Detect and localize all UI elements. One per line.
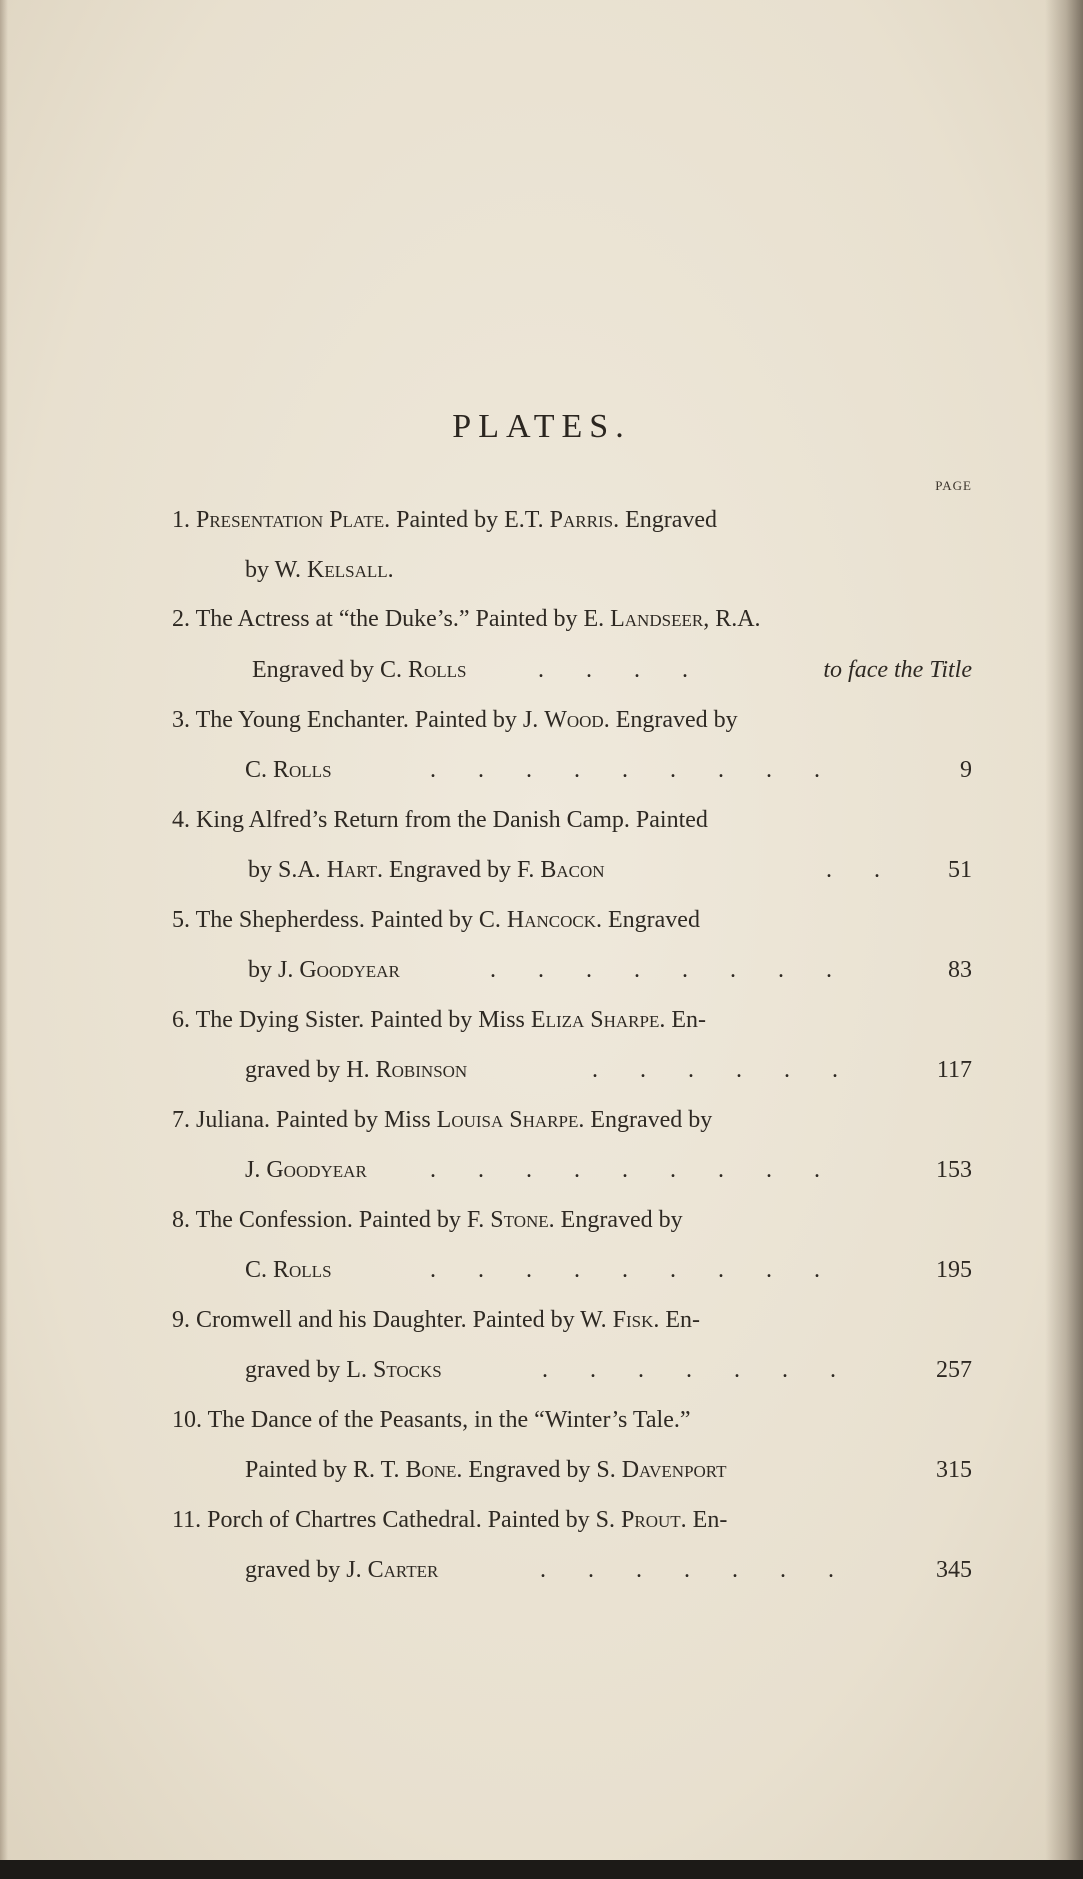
- leader-dot: .: [540, 1557, 546, 1583]
- leader-dot: .: [590, 1357, 596, 1383]
- plate-entry-5-page: 83: [948, 957, 972, 983]
- leader-dot: .: [634, 657, 640, 683]
- leader-dots: [430, 1157, 862, 1184]
- plate-entry-4-line-2: by S.A. Hart. Engraved by F. Bacon: [248, 857, 605, 883]
- plate-entry-11-line-2: graved by J. Carter: [245, 1557, 439, 1583]
- leader-dot: .: [574, 757, 580, 783]
- leader-dot: .: [874, 857, 880, 883]
- plate-entry-7-line-2: J. Goodyear: [245, 1157, 367, 1183]
- plate-entry-2-page: to face the Title: [823, 657, 972, 683]
- leader-dot: .: [490, 957, 496, 983]
- leader-dot: .: [784, 1057, 790, 1083]
- leader-dot: .: [478, 1257, 484, 1283]
- leader-dot: .: [586, 957, 592, 983]
- plate-entry-11-line-1: 11. Porch of Chartres Cathedral. Painted by S. Prout. En-: [172, 1507, 728, 1533]
- plate-entry-4-page: 51: [948, 857, 972, 883]
- plate-entry-1-line-2: by W. Kelsall.: [245, 557, 394, 583]
- leader-dot: .: [814, 1157, 820, 1183]
- leader-dot: .: [766, 1257, 772, 1283]
- leader-dot: .: [574, 1157, 580, 1183]
- plate-entry-9-page: 257: [936, 1357, 972, 1383]
- leader-dot: .: [766, 757, 772, 783]
- leader-dot: .: [430, 1157, 436, 1183]
- plate-entry-3-page: 9: [960, 757, 972, 783]
- leader-dot: .: [538, 657, 544, 683]
- leader-dot: .: [586, 657, 592, 683]
- leader-dot: .: [814, 757, 820, 783]
- leader-dot: .: [766, 1157, 772, 1183]
- plate-entry-6-page: 117: [936, 1057, 972, 1083]
- leader-dot: .: [814, 1257, 820, 1283]
- plate-entry-11-page: 345: [936, 1557, 972, 1583]
- plate-entry-6-line-1: 6. The Dying Sister. Painted by Miss Eliza Sharpe. En-: [172, 1007, 707, 1033]
- leader-dot: .: [478, 1157, 484, 1183]
- plate-entry-5-line-1: 5. The Shepherdess. Painted by C. Hancock. Engraved: [172, 907, 700, 933]
- leader-dot: .: [718, 757, 724, 783]
- leader-dots: [538, 657, 738, 684]
- leader-dot: .: [686, 1357, 692, 1383]
- plate-entry-10-page: 315: [936, 1457, 972, 1483]
- leader-dot: .: [670, 757, 676, 783]
- leader-dot: .: [636, 1557, 642, 1583]
- page-left-edge: [0, 0, 8, 1860]
- leader-dot: .: [780, 1557, 786, 1583]
- leader-dot: .: [782, 1357, 788, 1383]
- leader-dot: .: [622, 1157, 628, 1183]
- leader-dot: .: [684, 1557, 690, 1583]
- leader-dot: .: [670, 1157, 676, 1183]
- leader-dot: .: [478, 757, 484, 783]
- leader-dot: .: [640, 1057, 646, 1083]
- leader-dot: .: [830, 1357, 836, 1383]
- leader-dot: .: [718, 1257, 724, 1283]
- leader-dot: .: [588, 1557, 594, 1583]
- leader-dot: .: [828, 1557, 834, 1583]
- leader-dot: .: [638, 1357, 644, 1383]
- leader-dot: .: [622, 1257, 628, 1283]
- leader-dot: .: [688, 1057, 694, 1083]
- plate-entry-3-line-2: C. Rolls: [245, 757, 332, 783]
- plate-entry-6-line-2: graved by H. Robinson: [245, 1057, 468, 1083]
- leader-dot: .: [826, 857, 832, 883]
- plate-entry-9-line-1: 9. Cromwell and his Daughter. Painted by W. Fisk. En-: [172, 1307, 701, 1333]
- leader-dot: .: [542, 1357, 548, 1383]
- plate-entry-5-line-2: by J. Goodyear: [248, 957, 400, 983]
- plate-entry-4-line-1: 4. King Alfred’s Return from the Danish Camp. Painted: [172, 807, 708, 833]
- leader-dots: [490, 957, 874, 984]
- plate-entry-3-line-1: 3. The Young Enchanter. Painted by J. Wood. Engraved by: [172, 707, 738, 733]
- leader-dot: .: [622, 757, 628, 783]
- leader-dot: .: [736, 1057, 742, 1083]
- plate-entry-8-page: 195: [936, 1257, 972, 1283]
- plate-entry-2-line-2: Engraved by C. Rolls: [252, 657, 467, 683]
- leader-dot: .: [592, 1057, 598, 1083]
- leader-dot: .: [526, 1257, 532, 1283]
- page-column-label: PAGE: [935, 478, 972, 493]
- leader-dot: .: [832, 1057, 838, 1083]
- leader-dot: .: [718, 1157, 724, 1183]
- leader-dot: .: [430, 757, 436, 783]
- plate-entry-10-line-2: Painted by R. T. Bone. Engraved by S. Davenport: [245, 1457, 727, 1483]
- leader-dot: .: [526, 1157, 532, 1183]
- leader-dots: [430, 757, 862, 784]
- leader-dot: .: [778, 957, 784, 983]
- leader-dots: [540, 1557, 876, 1584]
- leader-dot: .: [730, 957, 736, 983]
- page-bottom-edge: [0, 1860, 1083, 1879]
- leader-dots: [592, 1057, 880, 1084]
- plate-entry-2-line-1: 2. The Actress at “the Duke’s.” Painted by E. Landseer, R.A.: [172, 606, 761, 632]
- spine-shadow: [1045, 0, 1083, 1860]
- leader-dot: .: [526, 757, 532, 783]
- leader-dot: .: [634, 957, 640, 983]
- leader-dots: [542, 1357, 878, 1384]
- plate-entry-9-line-2: graved by L. Stocks: [245, 1357, 442, 1383]
- leader-dots: [430, 1257, 862, 1284]
- leader-dot: .: [574, 1257, 580, 1283]
- plate-entry-7-line-1: 7. Juliana. Painted by Miss Louisa Sharpe. Engraved by: [172, 1107, 713, 1133]
- leader-dot: .: [670, 1257, 676, 1283]
- leader-dot: .: [682, 957, 688, 983]
- leader-dot: .: [734, 1357, 740, 1383]
- plate-entry-7-page: 153: [936, 1157, 972, 1183]
- page-title: PLATES.: [452, 408, 631, 445]
- plate-entry-8-line-1: 8. The Confession. Painted by F. Stone. Engraved by: [172, 1207, 683, 1233]
- leader-dot: .: [732, 1557, 738, 1583]
- plate-entry-1-line-1: 1. Presentation Plate. Painted by E.T. Parris. Engraved: [172, 507, 718, 533]
- leader-dot: .: [826, 957, 832, 983]
- leader-dot: .: [430, 1257, 436, 1283]
- leader-dot: .: [538, 957, 544, 983]
- plate-entry-10-line-1: 10. The Dance of the Peasants, in the “Winter’s Tale.”: [172, 1407, 691, 1433]
- plate-entry-8-line-2: C. Rolls: [245, 1257, 332, 1283]
- leader-dot: .: [682, 657, 688, 683]
